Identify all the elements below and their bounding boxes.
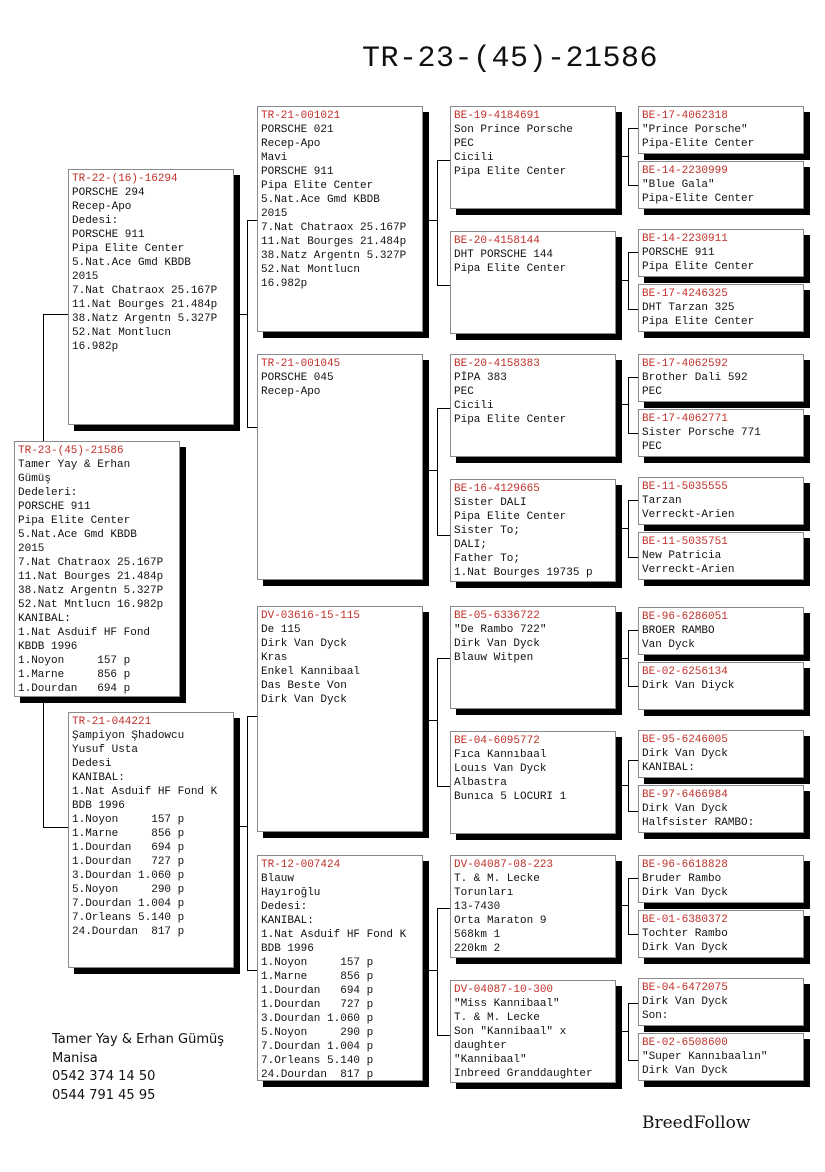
ring-number: BE-96-6618828 [642,859,728,871]
owner-phone-1: 0542 374 14 50 [52,1069,156,1084]
pigeon-info-line: 24.Dourdan 817 p [261,1069,374,1081]
pigeon-info-line: Sister Porsche 771 [642,427,761,439]
pigeon-info-line: "Miss Kannibaal" [454,998,560,1010]
ring-number: BE-20-4158144 [454,235,540,247]
pigeon-info-line: T. & M. Lecke [454,1012,540,1024]
ring-number: BE-14-2230911 [642,233,728,245]
pigeon-card-g4[interactable] [638,284,804,332]
ring-number: BE-17-4062318 [642,110,728,122]
pigeon-info-line: Dirk Van Diyck [642,680,735,692]
pigeon-info-line: Şampiyon Şhadowcu [72,730,185,742]
ring-number: BE-20-4158383 [454,358,540,370]
ring-number: DV-04087-08-223 [454,859,554,871]
pigeon-card-g3[interactable] [638,229,804,277]
pigeon-info-line: PEC [454,138,474,150]
pigeon-info-line: 1.Noyon 157 p [261,957,374,969]
pigeon-info-line: 52.Nat Montlucn [72,327,172,339]
pigeon-card-g5[interactable] [638,354,804,402]
pigeon-info-line: Bunıca 5 LOCURI 1 [454,791,567,803]
pigeon-info-line: Inbreed Granddaughter [454,1068,593,1080]
pigeon-info-line: 2015 [18,543,45,555]
pigeon-info-line: Louıs Van Dyck [454,763,547,775]
pigeon-info-line: PEC [454,386,474,398]
pigeon-info-line: 16.982p [72,341,119,353]
pigeon-info-line: Tarzan [642,495,682,507]
pigeon-info-line: 5.Nat.Ace Gmd KBDB [261,194,380,206]
pigeon-info-line: 11.Nat Bourges 21.484p [261,236,407,248]
owner-phone-2: 0544 791 45 95 [52,1087,156,1103]
pigeon-info-line: Son Prince Porsche [454,124,573,136]
connector-dam-stub [240,826,247,827]
pigeon-info-line: Kras [261,652,288,664]
pigeon-info-line: Pipa Elite Center [454,511,567,523]
pigeon-info-line: 1.Dourdan 694 p [18,683,131,695]
ring-number: BE-11-5035555 [642,481,728,493]
pigeon-info-line: PORSCHE 294 [72,187,145,199]
pigeon-info-line: Pipa Elite Center [18,515,131,527]
pigeon-info-line: Dirk Van Dyck [261,694,347,706]
pigeon-info-line: 5.Noyon 290 p [261,1027,374,1039]
pigeon-info-line: 7.Nat Chatraox 25.167P [261,222,407,234]
pigeon-info-line: Father To; [454,553,521,565]
connector-ds-stub [426,720,437,721]
pigeon-info-line: Dedesi: [72,215,119,227]
pigeon-info-line: 1.Marne 856 p [261,971,374,983]
ring-number: BE-95-6246005 [642,734,728,746]
pigeon-info-line: PORSCHE 911 [72,229,145,241]
pigeon-info-line: Enkel Kannibaal [261,666,361,678]
connector-dds-stub [616,905,628,906]
owner-city: Manisa [52,1050,98,1066]
pigeon-card-g7[interactable] [638,477,804,525]
pigeon-info-line: PEC [642,441,662,453]
pigeon-info-line: Recep-Apo [261,386,321,398]
ring-number: TR-21-044221 [72,716,152,728]
pigeon-info-line: T. & M. Lecke [454,873,540,885]
owner-name: Tamer Yay & Erhan Gümüş [52,1032,225,1047]
connector-ssd-stub [616,280,628,281]
pigeon-info-line: Blauw [261,873,295,885]
pigeon-info-line: Pipa Elite Center [642,316,755,328]
pigeon-info-line: Dedesi [72,758,112,770]
pigeon-info-line: Dirk Van Dyck [642,942,728,954]
pigeon-info-line: 24.Dourdan 817 p [72,926,185,938]
connector-ddd-stub [616,1031,628,1032]
ring-number: BE-02-6508600 [642,1037,728,1049]
pigeon-info-line: Dirk Van Dyck [454,638,540,650]
pigeon-info-line: Pipa-Elite Center [642,138,755,150]
pigeon-card-subject[interactable] [14,441,180,697]
pigeon-info-line: 1.Noyon 157 p [72,814,185,826]
ring-number: BE-96-6286051 [642,611,728,623]
pigeon-info-line: 3.Dourdan 1.060 p [261,1013,374,1025]
connector-sd-stub [426,470,437,471]
pigeon-card-g6[interactable] [638,409,804,457]
pigeon-info-line: DALI; [454,539,488,551]
ring-number: BE-17-4062771 [642,413,728,425]
pigeon-card-dam-dam[interactable] [257,855,423,1081]
ring-number: BE-17-4246325 [642,288,728,300]
pigeon-info-line: 7.Dourdan 1.004 p [261,1041,374,1053]
pigeon-info-line: 5.Noyon 290 p [72,884,185,896]
ring-number: TR-12-007424 [261,859,341,871]
pigeon-info-line: Pipa Elite Center [72,243,185,255]
pigeon-card-sds[interactable] [450,354,616,457]
connector-sss-stub [616,156,628,157]
pigeon-info-line: Das Beste Von [261,680,347,692]
pigeon-info-line: Dirk Van Dyck [642,803,728,815]
pigeon-card-dds[interactable] [450,855,616,958]
pigeon-info-line: Pipa Elite Center [454,414,567,426]
pigeon-info-line: 38.Natz Argentn 5.327P [72,313,218,325]
pigeon-info-line: Tochter Rambo [642,928,728,940]
pigeon-info-line: Dirk Van Dyck [642,996,728,1008]
ring-number: BE-19-4184691 [454,110,540,122]
pigeon-info-line: KANIBAL: [642,762,695,774]
pigeon-info-line: 5.Nat.Ace Gmd KBDB [72,257,191,269]
pigeon-info-line: 1.Marne 856 p [18,669,131,681]
pigeon-card-g14[interactable] [638,910,804,958]
pigeon-info-line: 1.Dourdan 727 p [261,999,374,1011]
pigeon-info-line: 1.Dourdan 694 p [261,985,374,997]
pigeon-info-line: Dedesi: [261,901,308,913]
pigeon-info-line: PORSCHE 911 [18,501,91,513]
connector-dss-stub [616,658,628,659]
ring-number: BE-14-2230999 [642,165,728,177]
pigeon-info-line: "Super Kannıbaalın" [642,1051,768,1063]
pigeon-info-line: 1.Nat Bourges 19735 p [454,567,593,579]
pigeon-card-dss[interactable] [450,606,616,709]
pigeon-card-ssd[interactable] [450,231,616,334]
connector-sdd-stub [616,528,628,529]
pigeon-card-g8[interactable] [638,532,804,580]
pigeon-info-line: Sister To; [454,525,521,537]
pigeon-card-sire-dam[interactable] [257,354,423,580]
pigeon-info-line: 2015 [261,208,288,220]
pigeon-info-line: "Kannibaal" [454,1054,527,1066]
pigeon-info-line: PEC [642,386,662,398]
connector-ss-stub [426,220,437,221]
pigeon-info-line: PORSCHE 045 [261,372,334,384]
pigeon-info-line: KANIBAL: [72,772,125,784]
pigeon-info-line: Cicili [454,152,494,164]
pigeon-info-line: Pipa-Elite Center [642,193,755,205]
connector-sds-stub [616,404,628,405]
pigeon-info-line: Tamer Yay & Erhan [18,459,131,471]
pigeon-card-g11[interactable] [638,730,804,778]
pigeon-info-line: 1.Marne 856 p [72,828,185,840]
pigeon-info-line: 2015 [72,271,99,283]
owner-contact [52,1031,224,1105]
pigeon-info-line: 568km 1 [454,929,501,941]
pigeon-info-line: DHT PORSCHE 144 [454,249,554,261]
pigeon-info-line: Son: [642,1010,669,1022]
connector-dd-stub [426,970,437,971]
pigeon-info-line: New Patricia [642,550,722,562]
ring-number: TR-23-(45)-21586 [18,445,124,457]
pigeon-info-line: BDB 1996 [261,943,314,955]
pigeon-info-line: Pipa Elite Center [261,180,374,192]
pigeon-card-g12[interactable] [638,785,804,833]
ring-number: BE-17-4062592 [642,358,728,370]
pigeon-info-line: Son "Kannibaal" x [454,1026,567,1038]
pigeon-info-line: BROER RAMBO [642,625,715,637]
pigeon-card-g10[interactable] [638,662,804,710]
pigeon-info-line: 52.Nat Mntlucn 16.982p [18,599,164,611]
pigeon-info-line: 1.Dourdan 727 p [72,856,185,868]
pigeon-info-line: Blauw Witpen [454,652,534,664]
pigeon-info-line: 1.Nat Asduif HF Fond K [261,929,407,941]
pigeon-info-line: 7.Orleans 5.140 p [261,1055,374,1067]
pedigree-title: TR-23-(45)-21586 [362,42,659,76]
pigeon-info-line: De 115 [261,624,301,636]
ring-number: BE-11-5035751 [642,536,728,548]
ring-number: BE-04-6095772 [454,735,540,747]
pigeon-info-line: 52.Nat Montlucn [261,264,361,276]
ring-number: BE-16-4129665 [454,483,540,495]
brand-logo: BreedFollow [642,1113,751,1133]
pigeon-card-dam-sire[interactable] [257,606,423,832]
pigeon-info-line: Pipa Elite Center [642,261,755,273]
pigeon-card-sire-sire[interactable] [257,106,423,332]
connector-dsd-stub [616,785,628,786]
pigeon-info-line: Verreckt-Arien [642,564,735,576]
pigeon-info-line: daughter [454,1040,507,1052]
pigeon-card-g15[interactable] [638,978,804,1026]
pigeon-info-line: 7.Dourdan 1.004 p [72,898,185,910]
pigeon-info-line: Pipa Elite Center [454,263,567,275]
ring-number: BE-04-6472075 [642,982,728,994]
pigeon-info-line: 7.Nat Chatraox 25.167P [72,285,218,297]
pigeon-info-line: Dirk Van Dyck [642,1065,728,1077]
pigeon-card-g2[interactable] [638,161,804,209]
pigeon-card-g16[interactable] [638,1033,804,1081]
pigeon-info-line: 13-7430 [454,901,501,913]
pigeon-card-g1[interactable] [638,106,804,154]
pigeon-info-line: 5.Nat.Ace Gmd KBDB [18,529,137,541]
ring-number: TR-22-(16)-16294 [72,173,178,185]
pigeon-info-line: Dirk Van Dyck [642,748,728,760]
pigeon-card-sire[interactable] [68,169,234,425]
pigeon-info-line: 1.Noyon 157 p [18,655,131,667]
pigeon-info-line: Brother Dali 592 [642,372,748,384]
ring-number: BE-02-6256134 [642,666,728,678]
pigeon-info-line: "Blue Gala" [642,179,715,191]
pigeon-info-line: 11.Nat Bourges 21.484p [72,299,218,311]
pigeon-info-line: PORSCHE 911 [642,247,715,259]
pigeon-info-line: Albastra [454,777,507,789]
pigeon-info-line: Van Dyck [642,639,695,651]
pigeon-info-line: Recep-Apo [72,201,132,213]
pigeon-card-dam[interactable] [68,712,234,968]
pigeon-info-line: Bruder Rambo [642,873,722,885]
pigeon-card-sdd[interactable] [450,479,616,582]
pigeon-info-line: KANIBAL: [261,915,314,927]
pigeon-info-line: Dirk Van Dyck [642,887,728,899]
ring-number: DV-03616-15-115 [261,610,361,622]
ring-number: BE-01-6380372 [642,914,728,926]
pigeon-info-line: Mavi [261,152,288,164]
pigeon-info-line: Pipa Elite Center [454,166,567,178]
pigeon-info-line: PORSCHE 911 [261,166,334,178]
ring-number: TR-21-001021 [261,110,341,122]
pigeon-info-line: Cicili [454,400,494,412]
pigeon-info-line: 7.Orleans 5.140 p [72,912,185,924]
pigeon-card-sss[interactable] [450,106,616,209]
pigeon-info-line: 38.Natz Argentn 5.327P [261,250,407,262]
ring-number: DV-04087-10-300 [454,984,554,996]
pigeon-info-line: Sister DALI [454,497,527,509]
pigeon-info-line: DHT Tarzan 325 [642,302,735,314]
ring-number: BE-97-6466984 [642,789,728,801]
pigeon-info-line: Torunları [454,887,514,899]
pigeon-info-line: 1.Nat Asduif HF Fond [18,627,151,639]
pigeon-info-line: PORSCHE 021 [261,124,334,136]
pigeon-info-line: KBDB 1996 [18,641,78,653]
pigeon-card-g9[interactable] [638,607,804,655]
pigeon-info-line: Yusuf Usta [72,744,139,756]
pigeon-info-line: Gümüş [18,473,52,485]
pigeon-info-line: 1.Dourdan 694 p [72,842,185,854]
pigeon-info-line: 7.Nat Chatraox 25.167P [18,557,164,569]
pigeon-info-line: Verreckt-Arien [642,509,735,521]
pigeon-info-line: KANIBAL: [18,613,71,625]
pigeon-info-line: "De Rambo 722" [454,624,547,636]
pigeon-info-line: Dedeleri: [18,487,78,499]
ring-number: TR-21-001045 [261,358,341,370]
pigeon-info-line: Fıca Kannıbaal [454,749,547,761]
pigeon-info-line: 1.Nat Asduif HF Fond K [72,786,218,798]
pigeon-info-line: PİPA 383 [454,372,507,384]
pigeon-info-line: BDB 1996 [72,800,125,812]
pigeon-info-line: Dirk Van Dyck [261,638,347,650]
pigeon-info-line: Hayıroğlu [261,887,321,899]
pigeon-info-line: "Prince Porsche" [642,124,748,136]
pigeon-card-dsd[interactable] [450,731,616,834]
pigeon-card-ddd[interactable] [450,980,616,1083]
pigeon-info-line: Halfsister RAMBO: [642,817,755,829]
pigeon-card-g13[interactable] [638,855,804,903]
pigeon-info-line: 3.Dourdan 1.060 p [72,870,185,882]
ring-number: BE-05-6336722 [454,610,540,622]
pigeon-info-line: 11.Nat Bourges 21.484p [18,571,164,583]
pigeon-info-line: 38.Natz Argentn 5.327P [18,585,164,597]
pigeon-info-line: Recep-Apo [261,138,321,150]
pigeon-info-line: 16.982p [261,278,308,290]
pigeon-info-line: Orta Maraton 9 [454,915,547,927]
pigeon-info-line: 220km 2 [454,943,501,955]
